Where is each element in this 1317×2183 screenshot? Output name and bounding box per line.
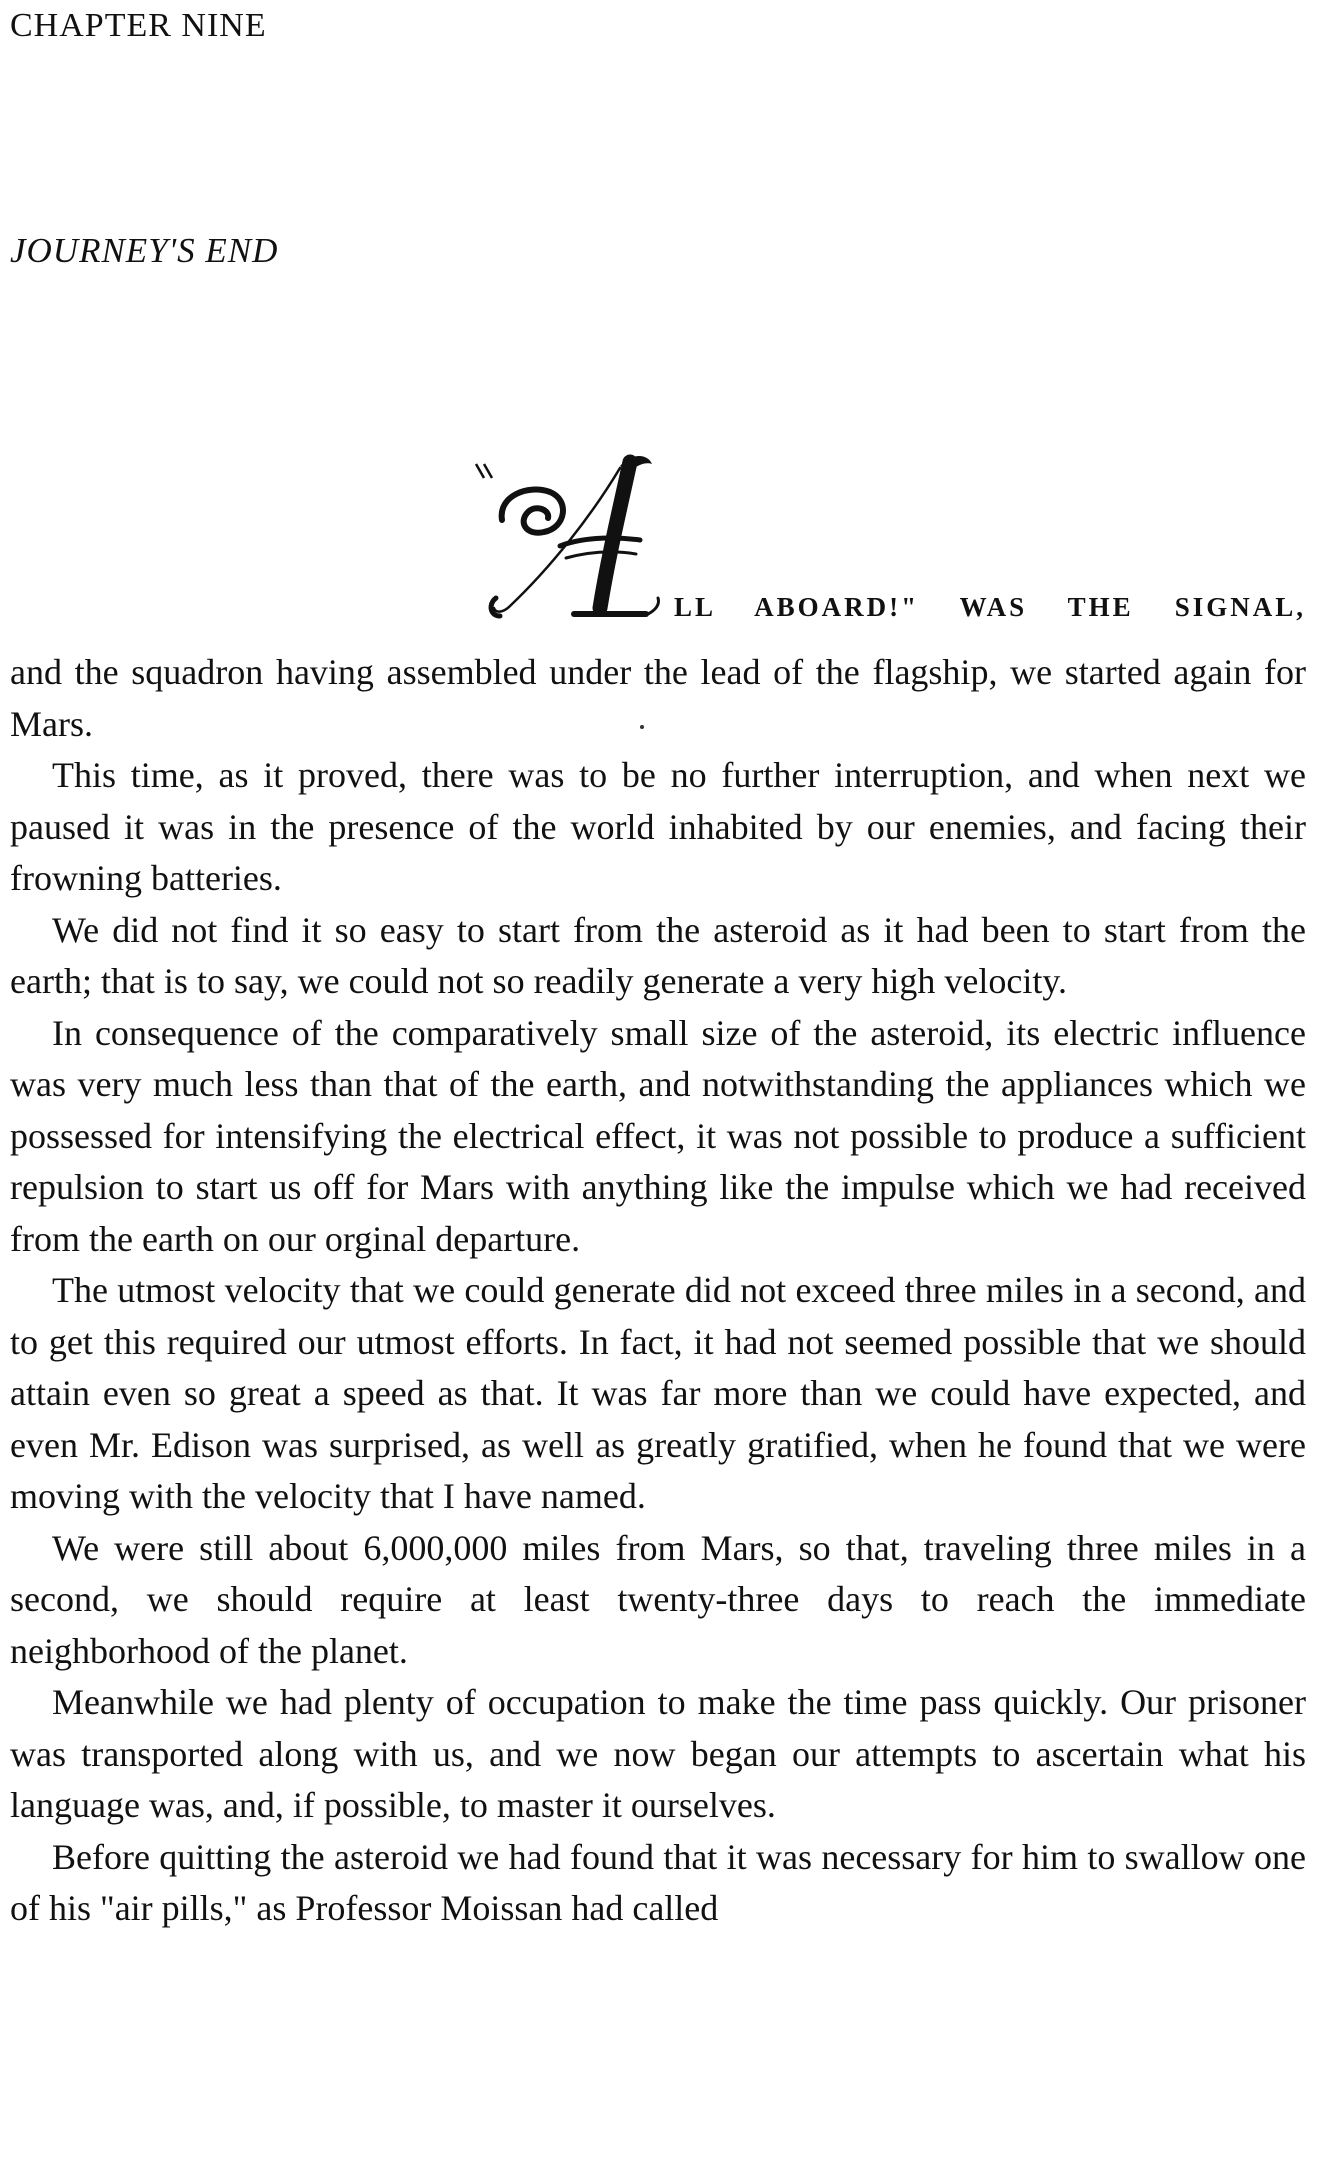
paragraph-3: We did not find it so easy to start from the asteroid as it had been to start from the earth; that is to say, we could not so readily generate a very high velocity. <box>10 909 1306 1001</box>
print-speck <box>640 725 644 729</box>
paragraph-1: and the squadron having assembled under the lead of the flagship, we started again for Mars. <box>10 652 1306 744</box>
chapter-title: JOURNEY'S END <box>10 231 279 270</box>
paragraph-7: Meanwhile we had plenty of occupation to make the time pass quickly. Our prisoner was transported along with us, and we now began our attempts to ascertain what his language was, and, if possible, to master it ourselves. <box>10 1682 1306 1825</box>
opening-line-small-caps: LL ABOARD!" WAS THE SIGNAL, <box>674 592 1306 622</box>
paragraph-8: Before quitting the asteroid we had found that it was necessary for him to swallow one of his "air pills," as Professor Moissan had called <box>10 1836 1306 1928</box>
chapter-body <box>10 647 1306 1935</box>
paragraph-2: This time, as it proved, there was to be no further interruption, and when next we paused it was in the presence of the world inhabited by our enemies, and facing their frowning batteries. <box>10 755 1306 898</box>
paragraph-5: The utmost velocity that we could generate did not exceed three miles in a second, and to get this required our utmost efforts. In fact, it had not seemed possible that we should attain even so great a speed as that. It was far more than we could have expected, and even Mr. Edison was surprised, as well as greatly gratified, when he found that we were moving with the velocity that I have named. <box>10 1270 1306 1516</box>
paragraph-4: In consequence of the comparatively small size of the asteroid, its electric influence was very much less than that of the earth, and notwithstanding the appliances which we possessed for intensifying the electrical effect, it was not possible to produce a sufficient repulsion to start us off for Mars with anything like the impulse which we had received from the earth on our orginal departure. <box>10 1012 1306 1259</box>
paragraph-6: We were still about 6,000,000 miles from Mars, so that, traveling three miles in a second, we should require at least twenty-three days to reach the immediate neighborhood of the planet. <box>10 1527 1306 1671</box>
ornamental-dropcap-letter <box>470 448 690 623</box>
dropcap-a-ornament <box>470 448 690 623</box>
chapter-label: CHAPTER NINE <box>10 7 267 44</box>
